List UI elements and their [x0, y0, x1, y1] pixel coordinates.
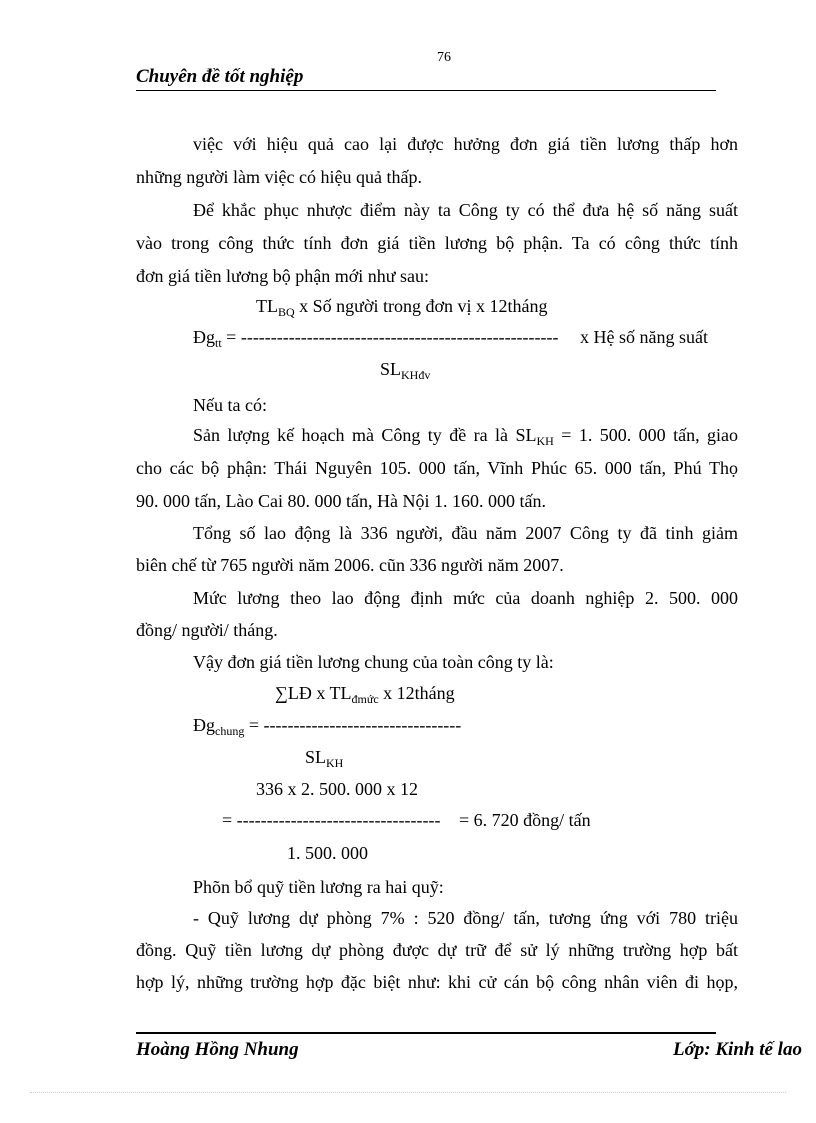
text-line: vào trong công thức tính đơn giá tiền lương bộ phận. Ta có công thức tính	[136, 233, 738, 253]
formula2-numerator: ∑LĐ x $TL_{đmức}$ x 12tháng	[275, 683, 455, 706]
text-line: Tổng số lao động là 336 người, đầu năm 2007 Công ty đã tinh giảm	[193, 523, 738, 543]
footer-class: Lớp: Kinh tế lao	[673, 1039, 802, 1060]
footer-rule	[136, 1032, 716, 1034]
formula1-line: $Đg_{tt}$ = -----------------------------------------------------	[193, 327, 559, 350]
text-line: Sản lượng kế hoạch mà Công ty đề ra là $SL_{KH} = 1$. 500. 000 tấn, giao	[193, 425, 738, 448]
text-line: Vậy đơn giá tiền lương chung của toàn công ty là:	[193, 652, 554, 672]
formula2-denominator: $SL_{KH}$	[305, 747, 344, 770]
text-line: biên chế từ 765 người năm 2006. cũn 336 người năm 2007.	[136, 555, 564, 575]
page-bottom-dotted-rule	[30, 1092, 786, 1093]
text-line: việc với hiệu quả cao lại được hưởng đơn giá tiền lương thấp hơn	[193, 134, 738, 154]
text-line: cho các bộ phận: Thái Nguyên 105. 000 tấn, Vĩnh Phúc 65. 000 tấn, Phú Thọ	[136, 458, 738, 478]
formula2-line: $Đg_{chung}$ = ---------------------------------	[193, 715, 462, 738]
text-line: hợp lý, những trường hợp đặc biệt như: khi cử cán bộ công nhân viên đi họp,	[136, 972, 738, 992]
formula1-rhs: x Hệ số năng suất	[580, 327, 708, 347]
text-line: Mức lương theo lao động định mức của doanh nghiệp 2. 500. 000	[193, 588, 738, 608]
text-line: những người làm việc có hiệu quả thấp.	[136, 167, 422, 187]
page-number: 76	[437, 50, 451, 65]
header-rule	[136, 90, 716, 91]
formula1-denominator: $SL_{KHđv}$	[380, 359, 431, 382]
header-title: Chuyên đề tốt nghiệp	[136, 66, 304, 87]
text-line: đồng. Quỹ tiền lương dự phòng được dự trữ để sử lý những trường hợp bất	[136, 940, 738, 960]
text-line: 90. 000 tấn, Lào Cai 80. 000 tấn, Hà Nội 1. 160. 000 tấn.	[136, 491, 546, 511]
footer-author: Hoàng Hồng Nhung	[136, 1039, 299, 1060]
text-line: Phõn bổ quỹ tiền lương ra hai quỹ:	[193, 877, 444, 897]
text-line: đồng/ người/ tháng.	[136, 620, 278, 640]
formula3-result: = 6. 720 đồng/ tấn	[459, 810, 591, 830]
text-line: - Quỹ lương dự phòng 7% : 520 đồng/ tấn, tương ứng với 780 triệu	[193, 908, 738, 928]
text-line: đơn giá tiền lương bộ phận mới như sau:	[136, 266, 430, 286]
formula3-denominator: 1. 500. 000	[287, 843, 368, 863]
formula3-numerator: 336 x 2. 500. 000 x 12	[256, 779, 418, 799]
text-line: Nếu ta có:	[193, 395, 267, 415]
formula1-numerator: $TL_{BQ}$ x Số người trong đơn vị x 12tháng	[256, 296, 548, 319]
formula3-line: = ----------------------------------	[222, 810, 441, 830]
text-line: Để khắc phục nhược điểm này ta Công ty có thể đưa hệ số năng suất	[193, 200, 738, 220]
